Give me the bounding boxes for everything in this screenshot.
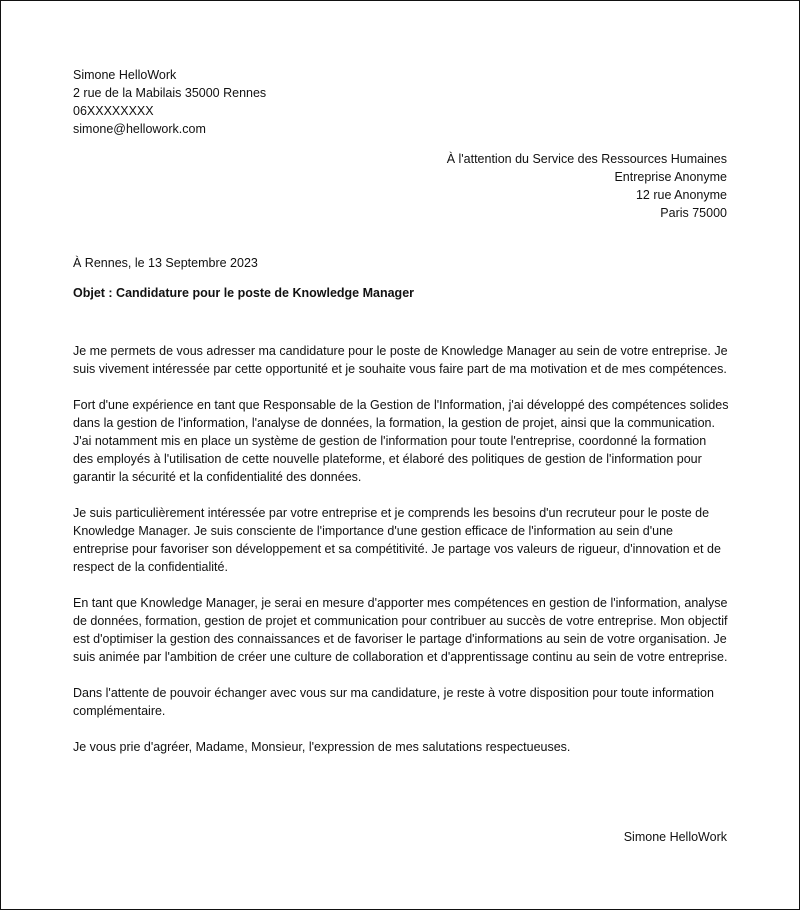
sender-block (73, 66, 266, 138)
letter-body (73, 342, 729, 774)
body-paragraph: Fort d'une expérience en tant que Responsable de la Gestion de l'Information, j'ai développé des compétences solides dans la gestion de l'information, l'analyse de données, la formation, la gestion de projet, ainsi que la communication. J'ai notamment mis en place un système de gestion de l'information pour toute l'entreprise, coordonné la formation des employés à l'utilisation de cette nouvelle plateforme, et élaboré des politiques de gestion de l'information pour garantir la sécurité et la confidentialité des données. (73, 398, 729, 484)
date-line: À Rennes, le 13 Septembre 2023 (73, 256, 258, 270)
recipient-city: Paris 75000 (660, 206, 727, 220)
sender-name: Simone HelloWork (73, 68, 177, 82)
closing-paragraph: Je vous prie d'agréer, Madame, Monsieur, l'expression de mes salutations respectueuses. (73, 740, 571, 754)
body-paragraph: Dans l'attente de pouvoir échanger avec vous sur ma candidature, je reste à votre disposition pour toute information complémentaire. (73, 686, 714, 718)
sender-address: 2 rue de la Mabilais 35000 Rennes (73, 86, 267, 100)
signature: Simone HelloWork (623, 830, 727, 844)
recipient-block (447, 150, 727, 222)
body-paragraph: En tant que Knowledge Manager, je serai en mesure d'apporter mes compétences en gestion de l'information, analyse de données, formation, gestion de projet et communication pour contribuer au succès de votre entreprise. Mon objectif est d'optimiser la gestion des connaissances et de favoriser le partage d'informations au sein de votre organisation. Je suis animée par l'ambition de créer une culture de collaboration et d'apprentissage continu au sein de votre entreprise. (73, 596, 728, 664)
sender-email: simone@hellowork.com (73, 122, 206, 136)
body-paragraph: Je suis particulièrement intéressée par votre entreprise et je comprends les besoins d'un recruteur pour le poste de Knowledge Manager. Je suis consciente de l'importance d'une gestion efficace de l'information au sein d'une entreprise pour favoriser son développement et sa compétitivité. Je partage vos valeurs de rigueur, d'innovation et de respect de la confidentialité. (73, 506, 721, 574)
recipient-company: Entreprise Anonyme (614, 170, 727, 184)
subject-line: Objet : Candidature pour le poste de Knowledge Manager (73, 286, 415, 300)
recipient-attention: À l'attention du Service des Ressources Humaines (446, 152, 727, 166)
recipient-street: 12 rue Anonyme (635, 188, 727, 202)
body-paragraph: Je me permets de vous adresser ma candidature pour le poste de Knowledge Manager au sein de votre entreprise. Je suis vivement intéressée par cette opportunité et je souhaite vous faire part de ma motivation et de mes compétences. (73, 344, 728, 376)
sender-phone: 06XXXXXXXX (73, 104, 154, 118)
